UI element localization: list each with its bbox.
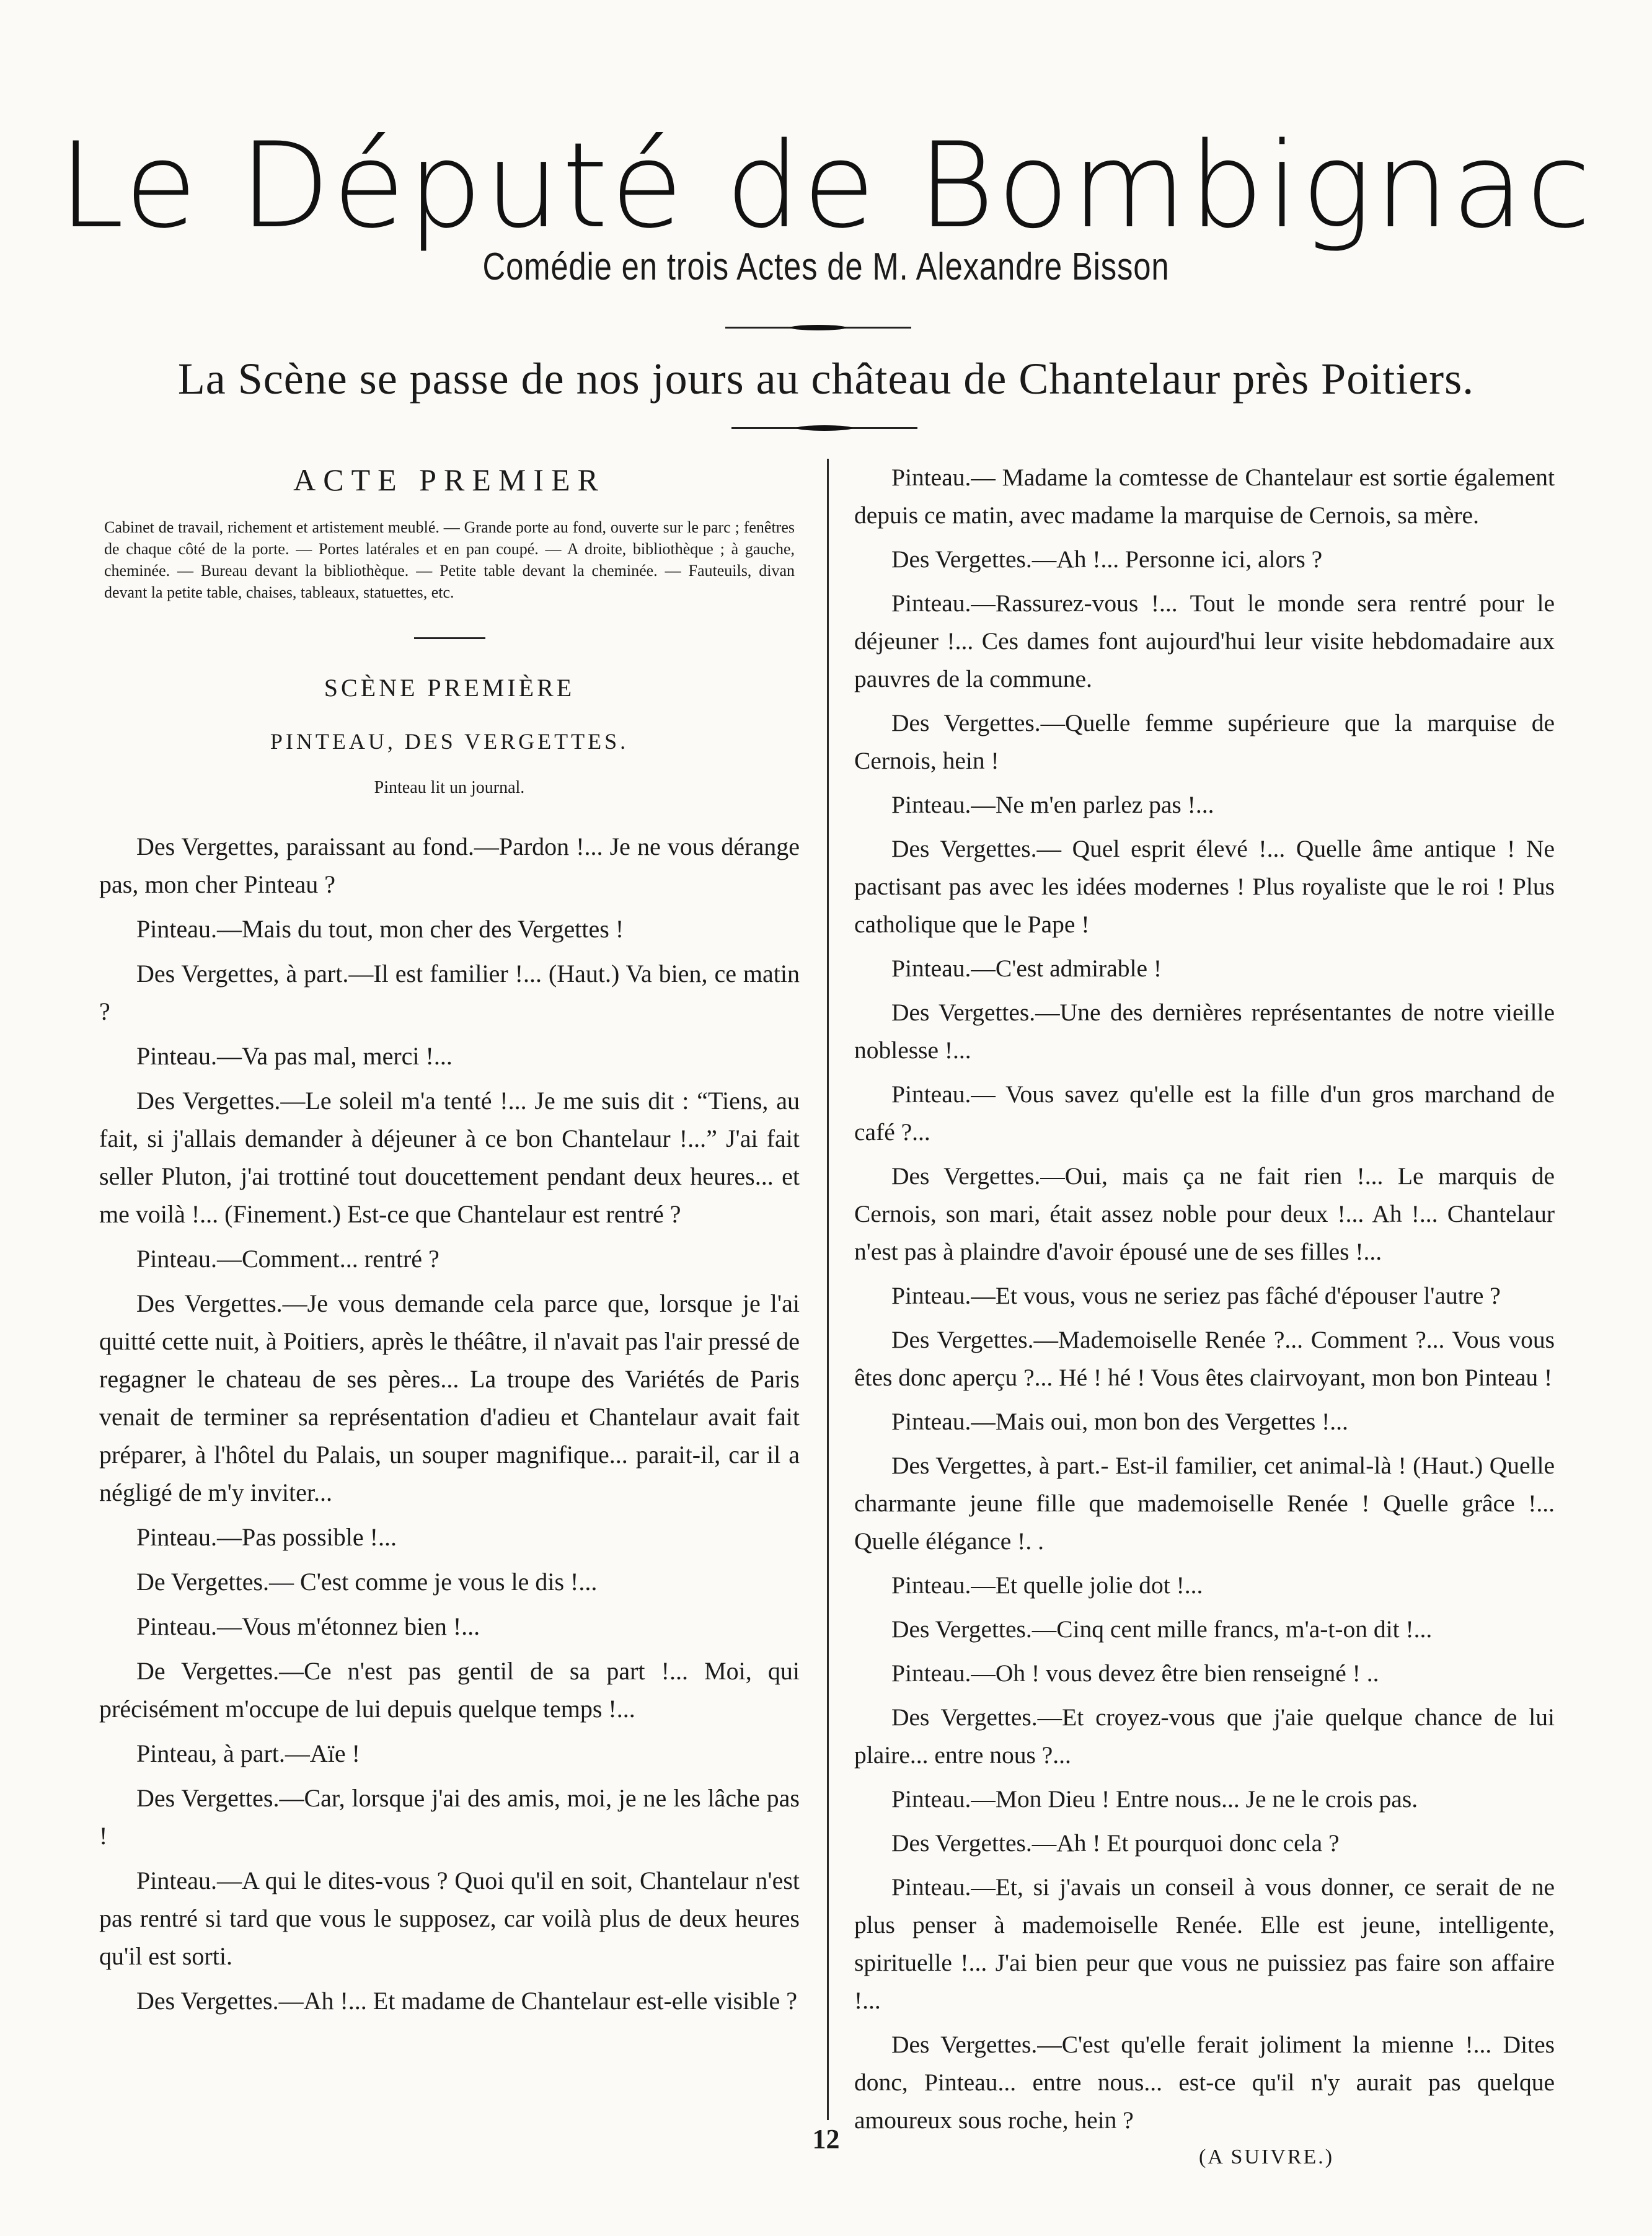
dialogue-paragraph: Pinteau.—Comment... rentré ? [136,1245,440,1273]
dialogue-paragraph: Des Vergettes.—Je vous demande cela parce que, lorsque je l'ai quitté cette nuit, à Poitiers, après le théâtre, il n'avait pas l'air pressé de regagner le chateau de ses pères... La troupe des Variétés de Paris venait de terminer sa représentation d'adieu et Chantelaur avait fait préparer, à l'hôtel du Palais, un souper magnifique... parait-il, car il a négligé de m'y inviter... [99,1289,800,1506]
characters-line: PINTEAU, DES VERGETTES. [270,729,629,754]
dialogue-paragraph: Pinteau.—Rassurez-vous !... Tout le monde sera rentré pour le déjeuner !... Ces dames font aujourd'hui leur visite hebdomadaire aux pauvres de la commune. [854,590,1555,692]
dialogue-paragraph: Des Vergettes.—Et croyez-vous que j'aie quelque chance de lui plaire... entre nous ?... [854,1704,1555,1769]
dialogue-paragraph: Pinteau.—C'est admirable ! [891,955,1162,982]
dialogue-paragraph: Des Vergettes.—Le soleil m'a tenté !... Je me suis dit : “Tiens, au fait, si j'allais demander à déjeuner à ce bon Chantelaur !...” J'ai fait seller Pluton, j'ai trottiné tout doucettement pendant deux heures... et me voilà !... (Finement.) Est-ce que Chantelaur est rentré ? [99,1087,800,1228]
dialogue-paragraph: Pinteau.—Et, si j'avais un conseil à vous donner, ce serait de ne plus penser à mademoiselle Renée. Elle est jeune, intelligente, spirituelle !... J'ai bien peur que vous ne puissiez pas faire son affaire !... [854,1873,1555,2014]
dialogue-paragraph: Pinteau.— Madame la comtesse de Chantelaur est sortie également depuis ce matin, avec madame la marquise de Cernois, sa mère. [854,464,1555,529]
dialogue-paragraph: Des Vergettes.— Quel esprit élevé !... Quelle âme antique ! Ne pactisant pas avec les idées modernes ! Plus royaliste que le roi ! Plus catholique que le Pape ! [854,835,1555,938]
action-line: Pinteau lit un journal. [374,778,525,797]
page-subtitle: Comédie en trois Actes de M. Alexandre Bisson [482,245,1170,288]
dialogue-paragraph: Pinteau.—Mais du tout, mon cher des Vergettes ! [136,915,624,943]
page-number: 12 [812,2124,840,2154]
dialogue-paragraph: Pinteau, à part.—Aïe ! [136,1739,360,1767]
dialogue-paragraph: Des Vergettes.—Ah !... Et madame de Chantelaur est-elle visible ? [136,1987,797,2015]
dialogue-paragraph: Pinteau.—Oh ! vous devez être bien renseigné ! .. [891,1659,1379,1687]
dialogue-paragraph: Pinteau.—Et quelle jolie dot !... [891,1571,1203,1599]
dialogue-paragraph: Des Vergettes.—Ah !... Personne ici, alors ? [891,546,1323,573]
dialogue-paragraph: Des Vergettes.—Ah ! Et pourquoi donc cela ? [891,1829,1340,1857]
dialogue-paragraph: Pinteau.—Va pas mal, merci !... [136,1042,453,1070]
dialogue-paragraph: Pinteau.—Pas possible !... [136,1523,397,1551]
dialogue-paragraph: Pinteau.—Mais oui, mon bon des Vergettes !... [891,1408,1348,1435]
stage-direction: Cabinet de travail, richement et artistement meublé. — Grande porte au fond, ouverte sur le parc ; fenêtres de chaque côté de la porte. — Portes latérales et en pan coupé. — A droite, bibliothèque ; à gauche, cheminée. — Bureau devant la bibliothèque. — Petite table devant la cheminée. — Fauteuils, divan devant la petite table, chaises, tableaux, statuettes, etc. [104,518,795,601]
dialogue-paragraph: Pinteau.—Vous m'étonnez bien !... [136,1612,480,1640]
dialogue-paragraph: Des Vergettes, à part.- Est-il familier, cet animal-là ! (Haut.) Quelle charmante jeune fille que mademoiselle Renée ! Quelle grâce !... Quelle élégance !. . [854,1452,1555,1555]
dialogue-paragraph: Des Vergettes.—Mademoiselle Renée ?... Comment ?... Vous vous êtes donc aperçu ?... Hé ! hé ! Vous êtes clairvoyant, mon bon Pinteau ! [854,1326,1555,1391]
dialogue-paragraph: Des Vergettes, à part.—Il est familier !... (Haut.) Va bien, ce matin ? [99,960,800,1025]
dialogue-paragraph: Pinteau.— Vous savez qu'elle est la fille d'un gros marchand de café ?... [854,1080,1555,1146]
right-column [854,459,1555,2169]
dialogue-paragraph: Pinteau.—A qui le dites-vous ? Quoi qu'il en soit, Chantelaur n'est pas rentré si tard que vous le supposez, car voilà plus de deux heures qu'il est sorti. [99,1867,800,1970]
dialogue-paragraph: Pinteau.—Et vous, vous ne seriez pas fâché d'épouser l'autre ? [891,1282,1501,1309]
left-column [99,453,800,2026]
dialogue-paragraph: Des Vergettes.—Quelle femme supérieure que la marquise de Cernois, hein ! [854,709,1555,774]
page-title: Le Député de Bombignac [58,117,1594,254]
to-be-continued: (A SUIVRE.) [1198,2145,1335,2168]
dialogue-paragraph: Pinteau.—Mon Dieu ! Entre nous... Je ne le crois pas. [891,1785,1418,1813]
dialogue-paragraph: Des Vergettes.—Car, lorsque j'ai des amis, moi, je ne les lâche pas ! [99,1784,800,1850]
dialogue-paragraph: Des Vergettes.—Oui, mais ça ne fait rien !... Le marquis de Cernois, son mari, était assez noble pour deux !... Ah !... Chantelaur n'est pas à plaindre d'avoir épousé une de ses filles !... [854,1162,1555,1265]
dialogue-paragraph: Des Vergettes.—C'est qu'elle ferait joliment la mienne !... Dites donc, Pinteau... entre nous... est-ce qu'il n'y aurait pas quelque amoureux sous roche, hein ? [854,2031,1555,2134]
scene-heading: SCÈNE PREMIÈRE [324,674,575,702]
dialogue-paragraph: Des Vergettes, paraissant au fond.—Pardon !... Je ne vous dérange pas, mon cher Pinteau ? [99,833,800,898]
column-divider [827,459,829,2120]
dialogue-paragraph: Des Vergettes.—Cinq cent mille francs, m'a-t-on dit !... [891,1615,1433,1643]
dialogue-paragraph: Des Vergettes.—Une des dernières représentantes de notre vieille noblesse !... [854,999,1555,1064]
act-heading: ACTE PREMIER [293,462,606,497]
section-divider [414,637,485,639]
title-separator [725,327,911,329]
setting-separator [731,427,917,429]
dialogue-paragraph: De Vergettes.— C'est comme je vous le dis !... [136,1568,598,1596]
setting-line: La Scène se passe de nos jours au château de Chantelaur près Poitiers. [177,354,1475,404]
dialogue-paragraph: Pinteau.—Ne m'en parlez pas !... [891,791,1214,818]
dialogue-paragraph: De Vergettes.—Ce n'est pas gentil de sa part !... Moi, qui précisément m'occupe de lui depuis quelque temps !... [99,1657,800,1723]
